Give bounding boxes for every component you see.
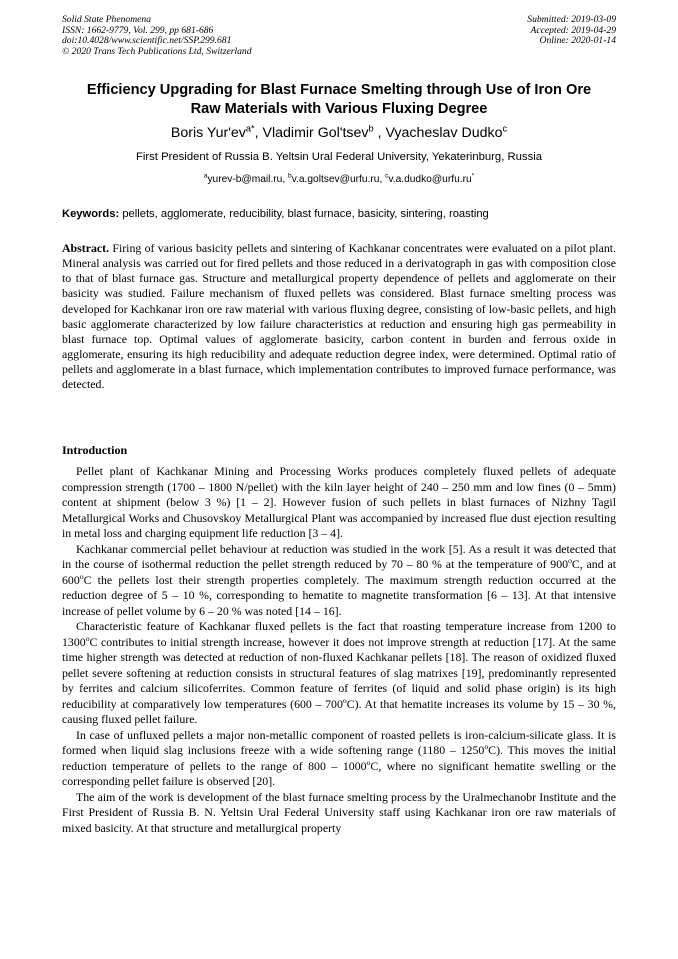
author-affil-mark: c [502, 123, 508, 134]
author-emails: $^a$yurev-b@mail.ru, $^b$v.a.goltsev@urfu.ru, $^c$v.a.dudko@urfu.ru* [203, 172, 475, 185]
email-link[interactable]: v.a.goltsev@urfu.ru [291, 174, 380, 185]
intro-paragraph [62, 542, 616, 620]
intro-paragraph [62, 464, 616, 542]
author-name: Vyacheslav Dudko [385, 125, 503, 141]
abstract-label: Abstract. [62, 241, 110, 255]
journal-doi: doi:10.4028/www.scientific.net/SSP.299.681 [62, 35, 232, 47]
author-name: Vladimir Gol'tsev [262, 125, 369, 141]
degree-superscript: o [342, 695, 347, 705]
email-mark: a [203, 172, 208, 180]
paragraph-text: C, and at 600 [62, 557, 616, 587]
degree-superscript: o [85, 633, 90, 643]
paragraph-text: Pellet plant of Kachkanar Mining and Processing Works produces completely fluxed pellets of adequate compression strength (1700 – 1800 N/pellet) with the kiln layer height of 240 – 250 mm and low fines (0 – 5mm) content at shipment (below 3 %) [1 – 2]. However fusion of such pellets in blast furnaces of Nizhny Tagil Metallurgical Works and Chusovskoy Metallurgical Plant was accompanied by increased flue dust ejection resulting in metal loss and charging equipment life reduction [3 – 4]. [62, 464, 616, 540]
journal-copyright: © 2020 Trans Tech Publications Ltd, Switzerland [62, 45, 252, 57]
submission-dates [527, 15, 616, 47]
keywords [62, 207, 616, 221]
email-corresponding-mark: * [471, 172, 475, 180]
paragraph-text: In case of unfluxed pellets a major non-metallic component of roasted pellets is iron-calcium-silicate glass. It is formed when liquid slag inclusions freeze with a wide softening range (1180 – 1250 [62, 727, 616, 757]
email-link[interactable]: v.a.dudko@urfu.ru [388, 174, 472, 185]
introduction-body [62, 464, 616, 836]
author-name: Boris Yur'ev [170, 125, 246, 141]
date-online: Online: 2020-01-14 [539, 35, 616, 47]
journal-issn: ISSN: 1662-9779, Vol. 299, pp 681-686 [62, 24, 214, 36]
paper-title: Efficiency Upgrading for Blast Furnace Smelting through Use of Iron Ore Raw Materials with Various Fluxing Degree [86, 82, 592, 117]
degree-superscript: o [366, 757, 371, 767]
paragraph-text: The aim of the work is development of the blast furnace smelting process by the Uralmechanobr Institute and the First President of Russia B. N. Yeltsin Ural Federal University staff using Kachkanar iron ore raw materials of mixed basicity. At that structure and metallurgical property [62, 789, 616, 835]
paragraph-text: Kachkanar commercial pellet behaviour at reduction was studied in the work [5]. As a result it was detected that in the course of isothermal reduction the pellet strength reduced by 70 – 80 % at the temperature of 900 [62, 541, 616, 571]
keywords-text: pellets, agglomerate, reducibility, blast furnace, basicity, sintering, roasting [122, 208, 489, 220]
abstract [62, 241, 616, 393]
paragraph-text: C, where no significant hematite swelling or the corresponding pellet failure is observed [20]. [62, 758, 616, 788]
keywords-label: Keywords: [62, 208, 120, 220]
paragraph-text: C the pellets lost their strength properties completely. The maximum strength reduction occurred at the reduction degree of 5 – 10 %, corresponding to hematite to magnetite transformation [6 – 13]. At that intensive increase of pellet volume by 6 – 20 % was noted [14 – 16]. [62, 572, 616, 618]
degree-superscript: o [568, 556, 572, 566]
paragraph-text: C). This moves the initial reduction temperature of pellets to the range of 800 – 1000 [62, 743, 617, 773]
affiliation: First President of Russia B. Yeltsin Ural Federal University, Yekaterinburg, Russia [135, 151, 543, 163]
email-mark: c [385, 172, 389, 180]
intro-paragraph [62, 619, 616, 728]
email-link[interactable]: yurev-b@mail.ru [207, 174, 283, 185]
degree-superscript: o [484, 742, 489, 752]
journal-name: Solid State Phenomena [62, 14, 151, 25]
intro-paragraph [62, 790, 616, 837]
author-affil-mark: b [368, 123, 374, 134]
paragraph-text: C contributes to initial strength increase, however it does not improve strength at reduction [17]. At the same time higher strength was detected at reduction of non-fluxed Kachkanar pellets [18]. The reason of oxidized fluxed pellet severe softening at reduction consists in structural features of slag matrixes [19], predominantly represented by ferrites and calcium silicoferrites. Common feature of ferrites (of liquid and solid phase origin) is its high reducibility at comparatively low temperatures (600 – 700 [62, 634, 616, 711]
section-heading-introduction: Introduction [62, 443, 128, 457]
journal-info [62, 15, 252, 57]
journal-header [62, 15, 616, 67]
abstract-text: Firing of various basicity pellets and sintering of Kachkanar concentrates were evaluated on a pilot plant. Mineral analysis was carried out for fired pellets and those reduced in a derivatograph in gas with composition close to that of blast furnace gas. Structure and metallurgical property dependence of pellets and agglomerate on their basicity was studied. Failure mechanism of fluxed pellets was considered. Blast furnace smelting process was developed for Kachkanar iron ore raw material with various fluxing degree, consisting of low-basic pellets, and high basic agglomerate characterized by low failure characteristics at reduction and ensuring high gas permeability in blast furnace top. Optimal values of agglomerate basicity, carbon content in burden and ferrous oxide in agglomerate, ensuring its high reducibility and adequate reduction degree index, were determined. Optimal ratio of pellets and agglomerate in a blast furnace, which implementation contributes to improved furnace performance, was detected. [62, 241, 617, 392]
email-mark: b [288, 172, 292, 180]
author-affil-mark: a* [245, 123, 255, 134]
intro-paragraph [62, 728, 616, 790]
paragraph-text: C). At that hematite increases its volume by 15 – 30 %, causing fluxed pellet failure. [62, 696, 616, 726]
paragraph-text: Characteristic feature of Kachkanar fluxed pellets is the fact that roasting temperature increase from 1200 to 1300 [62, 619, 616, 649]
date-accepted: Accepted: 2019-04-29 [530, 24, 616, 36]
author-list: Boris $Yur'ev^{a*}$, Vladimir Gol'tsev$^b$ , Vyacheslav Dudko$^c$ [170, 123, 508, 141]
date-submitted: Submitted: 2019-03-09 [527, 14, 616, 25]
degree-superscript: o [79, 571, 84, 581]
